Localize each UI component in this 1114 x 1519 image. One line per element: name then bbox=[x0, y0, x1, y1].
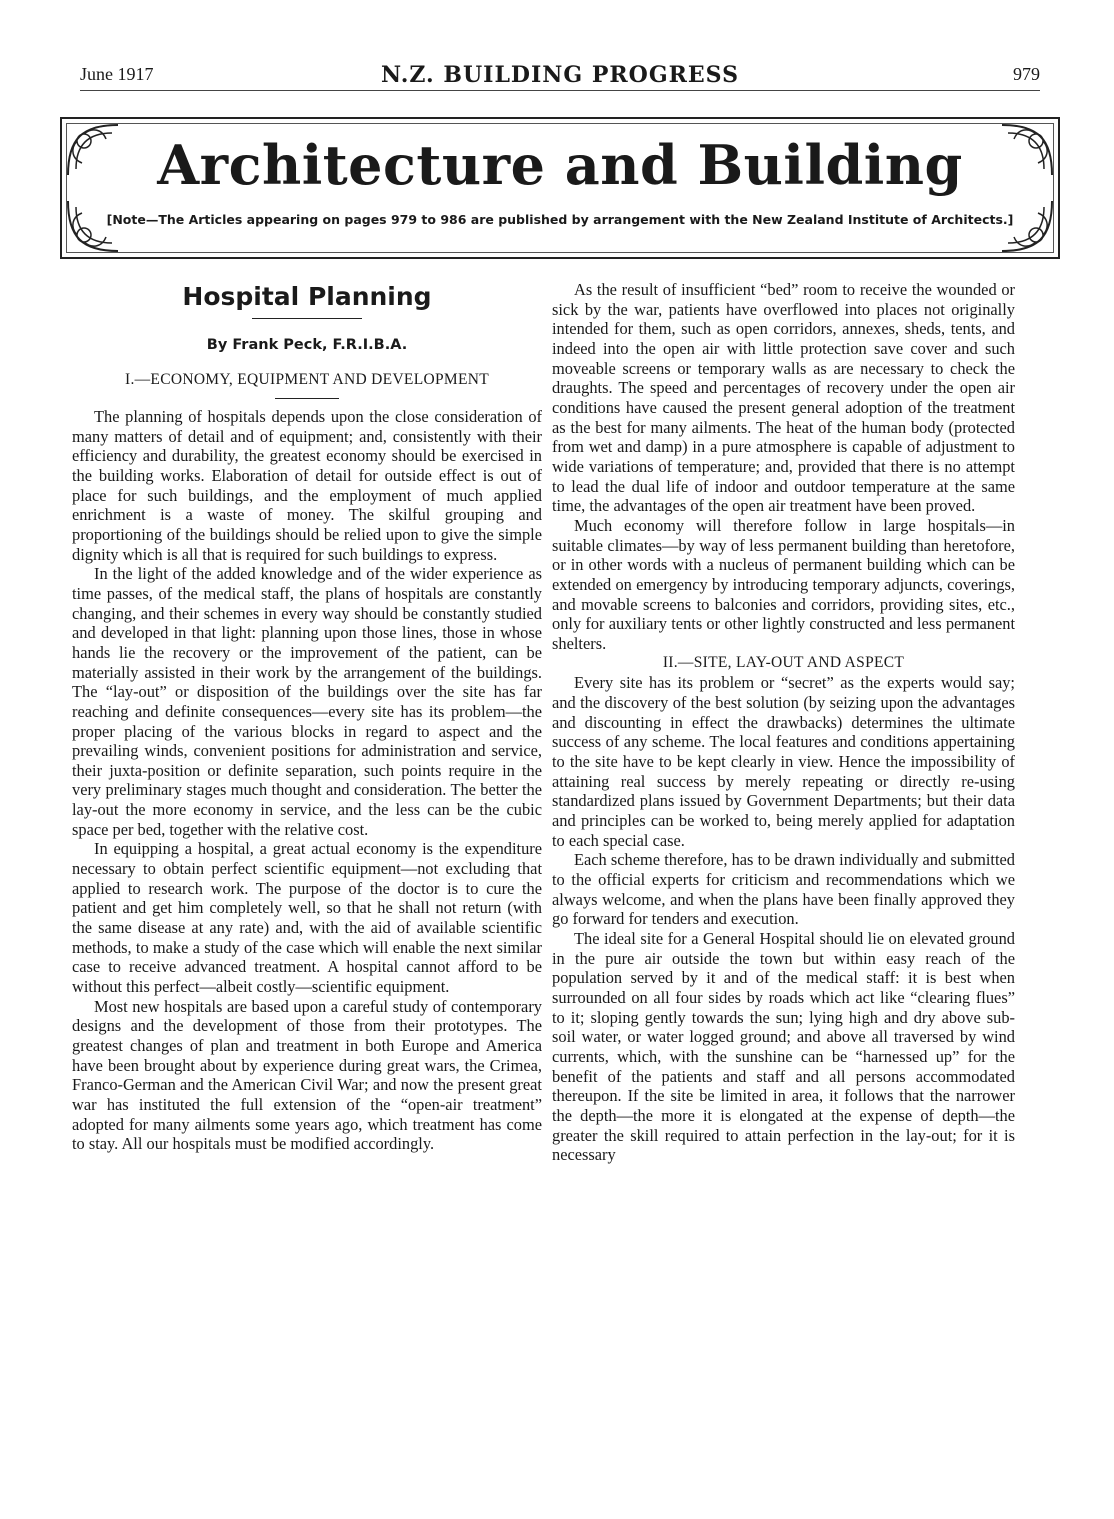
journal-title: N.Z. BUILDING PROGRESS bbox=[381, 62, 739, 88]
right-column bbox=[552, 280, 1015, 1165]
article-title: Hospital Planning bbox=[182, 282, 432, 311]
paragraph: Every site has its problem or “secret” as the experts would say; and the discovery of the best solution (by seizing upon the advantages and discounting in effect the drawbacks) determines the ultimate success of any scheme. The local features and conditions appertaining to the site have to be kept clearly in view. Hence the impossibility of attaining real success by merely repeating or directly re-using standardized plans issued by Government Departments; but their data and principles can be worked to, being merely applied for adaptation to each special case. bbox=[552, 673, 1015, 850]
paragraph: As the result of insufficient “bed” room to receive the wounded or sick by the war, patients have overflowed into places not originally intended for them, such as open corridors, annexes, sheds, tents, and indeed into the open air with little protection save cover and such moveable screens or temporary walls as are necessary to check the draughts. The speed and percentages of recovery under the open air conditions have caused the present general adoption of the treatment as the best for many ailments. The heat of the human body (protected from wet and damp) in a pure atmosphere is capable of adjustment to wide variations of temperature; and, provided that there is no attempt to lead the dual life of indoor and outdoor temperature at the same time, the advantages of the open air treatment have been proved. bbox=[552, 280, 1015, 516]
paragraph: Each scheme therefore, has to be drawn individually and submitted to the official experts for criticism and recommendations which we always welcome, and when the plans have been finally approved they go forward for tenders and execution. bbox=[552, 850, 1015, 929]
paragraph: The planning of hospitals depends upon the close consideration of many matters of detail and of equipment; and, consistently with their efficiency and durability, the greatest economy should be exercised in the building works. Elaboration of detail for outside effect is out of place for such buildings, and the employment of much applied enrichment is a waste of money. The skilful grouping and proportioning of the buildings should be relied upon to give the simple dignity which is all that is required for such buildings to express. bbox=[72, 407, 542, 564]
paragraph: Most new hospitals are based upon a careful study of contemporary designs and the development of those from their prototypes. The greatest changes of plan and treatment in both Europe and America have been brought about by experience during great wars, the Crimea, Franco-German and the American Civil War; and now the present great war has instituted the full extension of the “open-air treatment” adopted for many ailments some years ago, which treatment has come to stay. All our hospitals must be modified accordingly. bbox=[72, 996, 542, 1154]
paragraph: In the light of the added knowledge and of the wider experience as time passes, of the medical staff, the plans of hospitals are constantly changing, and their schemes in every way should be constantly studied and developed in that light: planning upon those lines, those in whose hands lie the recovery or the improvement of the patient, can be materially assisted in their work by the arrangement of the buildings. The “lay-out” or disposition of the buildings over the site has far reaching and definite consequences—every site has its problem—the proper placing of the various blocks in regard to aspect and the prevailing winds, convenient positions for administration and service, their juxta-position or definite separation, such points require in the very preliminary stages much thought and consideration. The better the lay-out the more economy in service, and the less can be the cubic space per bed, together with the relative cost. bbox=[72, 564, 542, 839]
banner-note: [Note—The Articles appearing on pages 979 to 986 are published by arrangement with the New Zealand Institute of Architects.] bbox=[106, 212, 1014, 227]
issue-date: June 1917 bbox=[80, 64, 154, 84]
paragraph: In equipping a hospital, a great actual economy is the expenditure necessary to obtain perfect scientific equipment—not excluding that applied to research work. The purpose of the doctor is to cure the patient and get him completely well, so that he shall not return (with the same disease at any rate) and, with the aid of available scientific methods, to make a study of the case which will enable the next similar case to receive advanced treatment. A hospital cannot afford to be without this perfect—albeit costly—scientific equipment. bbox=[72, 839, 542, 997]
section-heading-1: I.—ECONOMY, EQUIPMENT AND DEVELOPMENT bbox=[124, 371, 489, 388]
banner-title: Architecture and Building bbox=[157, 133, 963, 197]
section-banner bbox=[60, 117, 1060, 259]
left-column bbox=[72, 280, 542, 1154]
page-number: 979 bbox=[1013, 64, 1040, 84]
title-rule bbox=[252, 318, 362, 319]
byline: By Frank Peck, F.R.I.B.A. bbox=[206, 337, 408, 353]
running-head bbox=[80, 62, 1040, 96]
section-heading-2: II.—SITE, LAY-OUT AND ASPECT bbox=[662, 654, 905, 672]
paragraph: Much economy will therefore follow in large hospitals—in suitable climates—by way of less permanent building than heretofore, or in other words with a nucleus of permanent building which can be extended on emergency by introducing temporary adjuncts, coverings, and movable screens to balconies and corridors, providing sites, etc., only for auxiliary tents or other lightly constructed and less permanent shelters. bbox=[552, 515, 1015, 653]
header-rule bbox=[80, 90, 1040, 91]
section-rule bbox=[275, 398, 339, 399]
paragraph: The ideal site for a General Hospital should lie on elevated ground in the pure air outside the town but within easy reach of the population served by it and of the medical staff: it is best when surrounded on all four sides by roads which act like “clearing flues” to it; sloping gently towards the sun; lying high and dry above sub-soil water, or water logged ground; and above all traversed by wind currents, which, with the sunshine can be “harnessed up” for the benefit of the patients and staff and all persons accommodated thereupon. If the site be limited in area, it follows that the narrower the depth—the more it is elongated at the expense of depth—the greater the skill required to attain perfection in the lay-out; for it is necessary bbox=[552, 929, 1015, 1165]
